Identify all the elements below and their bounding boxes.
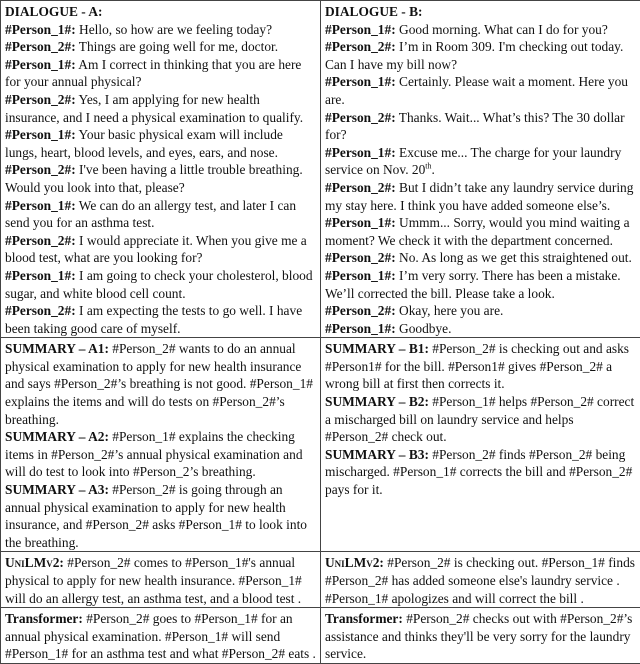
speaker-label: #Person_1#:	[5, 127, 76, 142]
summaries-a-cell	[1, 338, 321, 552]
summary-text: #Person_2# wants to do an annual physical examination to apply for new health insurance and says #Person_2#’s breathing is not good. #Person_1# explains the items and will do tests on #Person_2#’s breathing.	[5, 341, 313, 426]
dialogue-turn	[325, 267, 637, 302]
dialogue-turn	[325, 302, 637, 320]
summary-item	[5, 340, 317, 428]
turn-text: Okay, here you are.	[399, 303, 503, 318]
turn-text: I am expecting the tests to go well. I have been taking good care of myself.	[5, 303, 302, 336]
turn-text: Ummm... Sorry, would you mind waiting a moment? We check it with the department concerned.	[325, 215, 630, 248]
summary-item	[5, 428, 317, 481]
dialogue-b-title: DIALOGUE - B:	[325, 3, 637, 21]
summary-item	[325, 446, 637, 499]
dialogue-turn	[5, 126, 317, 161]
dialogue-a-cell	[1, 1, 321, 338]
dialogue-turn	[5, 56, 317, 91]
speaker-label: #Person_2#:	[325, 250, 396, 265]
turn-text: Good morning. What can I do for you?	[399, 22, 608, 37]
turn-text: Hello, so how are we feeling today?	[79, 22, 272, 37]
summary-text: #Person_2# finds #Person_2# being mischarged. #Person_1# corrects the bill and #Person_2# pays for it.	[325, 447, 632, 497]
turn-text: Yes, I am applying for new health insurance, and I need a physical examination to qualify.	[5, 92, 303, 125]
summaries-b-cell	[321, 338, 640, 552]
turn-text: Goodbye.	[399, 321, 451, 336]
summary-text: #Person_2# is going through an annual physical examination to apply for new health insurance, and #Person_2# asks #Person_1# to look into the breathing.	[5, 482, 307, 550]
unilm-label: UniLMv2:	[325, 555, 384, 570]
transformer-label: Transformer:	[5, 611, 83, 626]
turn-text: Am I correct in thinking that you are here for your annual physical?	[5, 57, 301, 90]
summary-label: SUMMARY – B2:	[325, 394, 429, 409]
summary-label: SUMMARY – B3:	[325, 447, 429, 462]
unilm-a-cell	[1, 552, 321, 608]
turn-text: I am going to check your cholesterol, blood sugar, and white blood cell count.	[5, 268, 313, 301]
speaker-label: #Person_1#:	[325, 215, 396, 230]
dialogue-turn	[5, 302, 317, 337]
dialogue-turn	[325, 249, 637, 267]
summary-item	[325, 393, 637, 446]
transformer-a-cell	[1, 608, 321, 664]
speaker-label: #Person_2#:	[5, 303, 76, 318]
summary-text: #Person_1# helps #Person_2# correct a mischarged bill on laundry service and helps #Person_2# check out.	[325, 394, 634, 444]
turn-text: Thanks. Wait... What’s this? The 30 dollar for?	[325, 110, 625, 143]
turn-text: I’m in Room 309. I'm checking out today. Can I have my bill now?	[325, 39, 623, 72]
speaker-label: #Person_2#:	[325, 39, 396, 54]
turn-text-end: .	[432, 162, 435, 177]
dialogue-turn	[5, 38, 317, 56]
turn-text: I would appreciate it. When you give me a blood test, what are you looking for?	[5, 233, 307, 266]
speaker-label: #Person_2#:	[5, 162, 76, 177]
dialogue-turn	[325, 21, 637, 39]
turn-text: Excuse me... The charge for your laundry service on Nov. 20	[325, 145, 621, 178]
transformer-a-text: #Person_2# goes to #Person_1# for an annual physical examination. #Person_1# will send #Person_1# for an asthma test and what #Person_2# eats .	[5, 611, 316, 661]
unilm-b-cell	[321, 552, 640, 608]
speaker-label: #Person_1#:	[5, 198, 76, 213]
dialogue-a-turns	[5, 21, 317, 338]
dialogue-turn	[325, 214, 637, 249]
turn-text: Your basic physical exam will include lungs, heart, blood levels, and eyes, ears, and nose.	[5, 127, 283, 160]
summary-item	[325, 340, 637, 393]
speaker-label: #Person_2#:	[325, 303, 396, 318]
speaker-label: #Person_2#:	[5, 92, 76, 107]
dialogue-turn	[5, 197, 317, 232]
turn-text: We can do an allergy test, and later I can send you for an asthma test.	[5, 198, 296, 231]
dialogue-turn	[325, 73, 637, 108]
turn-text: I’m very sorry. There has been a mistake. We’ll corrected the bill. Please take a look.	[325, 268, 621, 301]
speaker-label: #Person_2#:	[5, 39, 76, 54]
unilm-a-text: #Person_2# comes to #Person_1#'s annual physical to apply for new health insurance. #Person_1# will do an allergy test, an asthma test, and a blood test .	[5, 555, 302, 605]
turn-text: I've been having a little trouble breathing. Would you look into that, please?	[5, 162, 303, 195]
turn-text: No. As long as we get this straightened out.	[399, 250, 632, 265]
summary-text: #Person_2# is checking out and asks #Person1# for the bill. #Person1# gives #Person_2# a wrong bill at first then corrects it.	[325, 341, 629, 391]
speaker-label: #Person_1#:	[325, 268, 396, 283]
dialogue-turn	[5, 91, 317, 126]
summary-label: SUMMARY – A3:	[5, 482, 109, 497]
dialogue-turn	[5, 21, 317, 39]
speaker-label: #Person_1#:	[5, 268, 76, 283]
speaker-label: #Person_1#:	[5, 57, 76, 72]
dialogue-turn	[5, 267, 317, 302]
turn-text: Certainly. Please wait a moment. Here you are.	[325, 74, 628, 107]
summary-text: #Person_1# explains the checking items in #Person_2#’s annual physical examination and will do test to look into #Person_2’s breathing.	[5, 429, 303, 479]
speaker-label: #Person_1#:	[325, 74, 396, 89]
turn-superscript: th	[425, 162, 431, 171]
dialogue-turn	[325, 109, 637, 144]
dialogue-turn	[325, 320, 637, 338]
dialogue-b-turns	[325, 21, 637, 338]
speaker-label: #Person_1#:	[325, 145, 396, 160]
turn-text: Things are going well for me, doctor.	[79, 39, 278, 54]
summary-label: SUMMARY – B1:	[325, 341, 429, 356]
summary-item	[5, 481, 317, 551]
transformer-b-cell	[321, 608, 640, 664]
dialogue-turn	[5, 232, 317, 267]
speaker-label: #Person_1#:	[325, 22, 396, 37]
turn-text: But I didn’t take any laundry service during my stay here. I think you have added someone else’s.	[325, 180, 633, 213]
dialogue-turn	[5, 161, 317, 196]
summary-label: SUMMARY – A2:	[5, 429, 109, 444]
speaker-label: #Person_2#:	[5, 233, 76, 248]
speaker-label: #Person_1#:	[5, 22, 76, 37]
dialogue-b-cell	[321, 1, 640, 338]
speaker-label: #Person_2#:	[325, 180, 396, 195]
dialogue-a-title: DIALOGUE - A:	[5, 3, 317, 21]
speaker-label: #Person_1#:	[325, 321, 396, 336]
dialogue-turn	[325, 179, 637, 214]
transformer-b-text: #Person_2# checks out with #Person_2#’s assistance and thinks they'll be very sorry for the laundry service.	[325, 611, 632, 661]
summary-label: SUMMARY – A1:	[5, 341, 109, 356]
transformer-label: Transformer:	[325, 611, 403, 626]
dialogue-turn	[325, 144, 637, 179]
unilm-label: UniLMv2:	[5, 555, 64, 570]
speaker-label: #Person_2#:	[325, 110, 396, 125]
unilm-b-text: #Person_2# is checking out. #Person_1# finds #Person_2# has added someone else's laundry service . #Person_1# apologizes and will correct the bill .	[325, 555, 635, 605]
dialogue-turn	[325, 38, 637, 73]
